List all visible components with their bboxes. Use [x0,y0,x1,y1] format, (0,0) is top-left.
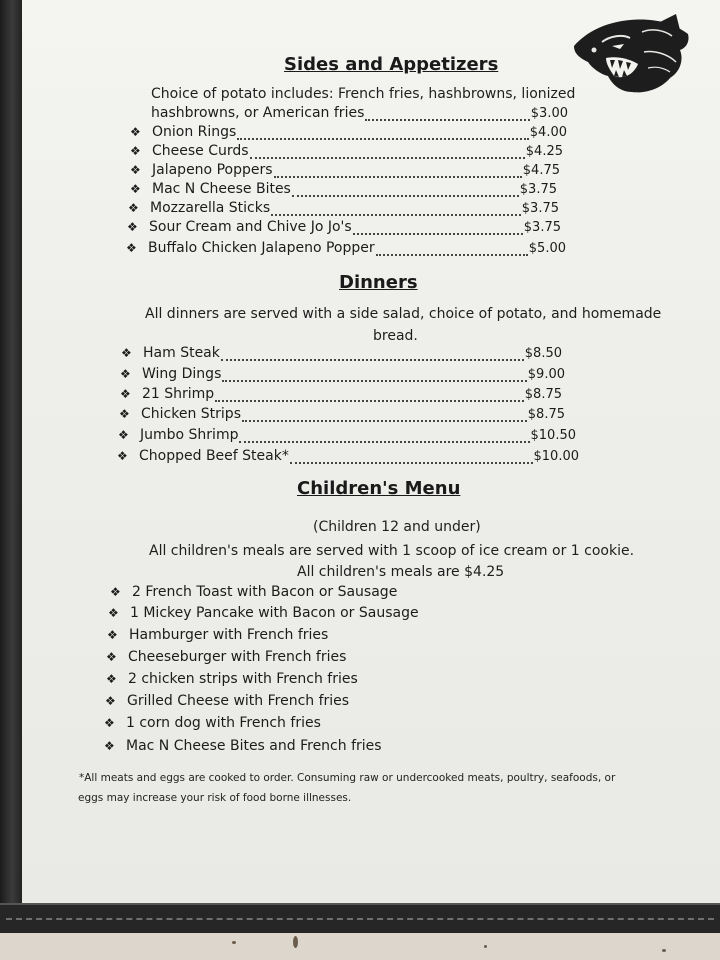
menu-item [126,240,566,259]
bullet-icon: ❖ [110,585,121,599]
menu-item [117,448,579,467]
sides-heading: Sides and Appetizers [284,54,499,75]
kids-menu-item [108,605,419,624]
item-price: $10.50 [530,428,576,443]
food-safety-disclaimer: *All meats and eggs are cooked to order. Consuming raw or undercooked meats, poultry, seafoods, or [79,772,616,784]
bullet-icon: ❖ [130,163,141,177]
item-price: $8.75 [524,387,562,402]
dot-leader [237,137,528,140]
item-name: Chicken Strips [141,406,241,422]
dinners-heading: Dinners [339,272,418,293]
item-name: 21 Shrimp [142,386,215,402]
kids-menu-item [110,584,397,603]
item-price: $10.00 [533,449,579,464]
bullet-icon: ❖ [126,241,137,255]
item-name: 1 corn dog with French fries [126,715,321,731]
children-price-note: All children's meals are $4.25 [297,564,505,580]
item-name: Cheeseburger with French fries [128,649,347,665]
dot-leader [292,194,519,197]
dinners-intro-cont: bread. [373,328,418,344]
bullet-icon: ❖ [108,606,119,620]
item-name: Mac N Cheese Bites and French fries [126,738,382,754]
bullet-icon: ❖ [120,367,131,381]
item-name: Cheese Curds [152,143,249,159]
item-price: $4.25 [525,144,563,159]
food-safety-disclaimer-cont: eggs may increase your risk of food borne illnesses. [78,792,352,804]
children-dessert-note: All children's meals are served with 1 scoop of ice cream or 1 cookie. [149,543,635,559]
bullet-icon: ❖ [117,449,128,463]
item-price: $4.00 [529,125,567,140]
dot-leader [242,419,527,422]
menu-item [120,366,565,385]
menu-item [118,427,576,446]
dot-leader [290,461,533,464]
item-name: 1 Mickey Pancake with Bacon or Sausage [130,605,419,621]
item-name: 2 chicken strips with French fries [128,671,358,687]
item-price: $3.75 [519,182,557,197]
dot-leader [239,440,529,443]
binder-stitching [6,918,714,920]
item-name: Sour Cream and Chive Jo Jo's [149,219,352,235]
bullet-icon: ❖ [127,220,138,234]
bullet-icon: ❖ [130,125,141,139]
item-name: Jalapeno Poppers [152,162,273,178]
item-name: Mac N Cheese Bites [152,181,291,197]
dot-leader [376,253,528,256]
bullet-icon: ❖ [130,182,141,196]
item-name: 2 French Toast with Bacon or Sausage [132,584,398,600]
menu-item [151,105,568,124]
dot-leader [222,379,526,382]
item-price: $4.75 [522,163,560,178]
item-name: Hamburger with French fries [129,627,329,643]
menu-item [127,219,561,238]
menu-binder-bottom-edge [0,903,720,935]
bullet-icon: ❖ [106,650,117,664]
bullet-icon: ❖ [118,428,129,442]
tabletop [0,933,720,960]
bullet-icon: ❖ [119,407,130,421]
dot-leader [250,156,525,159]
menu-item [130,181,557,200]
bullet-icon: ❖ [106,672,117,686]
item-price: $3.75 [523,220,561,235]
kids-menu-item [104,738,382,757]
item-price: $8.50 [524,346,562,361]
item-name: Grilled Cheese with French fries [127,693,350,709]
bullet-icon: ❖ [121,346,132,360]
kids-menu-item [104,715,321,734]
item-price: $3.75 [521,201,559,216]
item-name: Chopped Beef Steak* [139,448,289,464]
item-name: Mozzarella Sticks [150,200,271,216]
bullet-icon: ❖ [130,144,141,158]
kids-menu-item [106,649,346,668]
item-name: Ham Steak [143,345,220,361]
bullet-icon: ❖ [128,201,139,215]
children-age-note: (Children 12 and under) [313,519,481,535]
item-name: Onion Rings [152,124,237,140]
menu-item [130,143,563,162]
dot-leader [271,213,521,216]
kids-menu-item [105,693,349,712]
bullet-icon: ❖ [104,739,115,753]
item-price: $8.75 [527,407,565,422]
menu-item [128,200,559,219]
childrens-menu-heading: Children's Menu [297,478,461,499]
item-name: Jumbo Shrimp [140,427,239,443]
dot-leader [215,399,524,402]
crumb [662,949,666,952]
dot-leader [274,175,522,178]
item-price: $5.00 [528,241,566,256]
menu-item [121,345,562,364]
menu-item [130,162,560,181]
crumb [293,936,298,948]
bullet-icon: ❖ [107,628,118,642]
dot-leader [353,232,523,235]
dot-leader [221,358,524,361]
bullet-icon: ❖ [104,716,115,730]
item-price: $9.00 [527,367,565,382]
bullet-icon: ❖ [105,694,116,708]
kids-menu-item [106,671,358,690]
panther-head-icon [572,12,692,96]
item-name: hashbrowns, or American fries [151,105,365,121]
crumb [484,945,487,948]
menu-binder-edge [0,0,22,905]
item-price: $3.00 [530,106,568,121]
menu-item [120,386,562,405]
potato-intro-text: Choice of potato includes: French fries, hashbrowns, lionized [151,86,576,102]
item-name: Buffalo Chicken Jalapeno Popper [148,240,375,256]
bullet-icon: ❖ [120,387,131,401]
menu-item [119,406,565,425]
dinners-intro-text: All dinners are served with a side salad, choice of potato, and homemade [145,306,662,322]
kids-menu-item [107,627,328,646]
dot-leader [365,118,529,121]
menu-item [130,124,567,143]
item-name: Wing Dings [142,366,222,382]
crumb [232,941,236,944]
